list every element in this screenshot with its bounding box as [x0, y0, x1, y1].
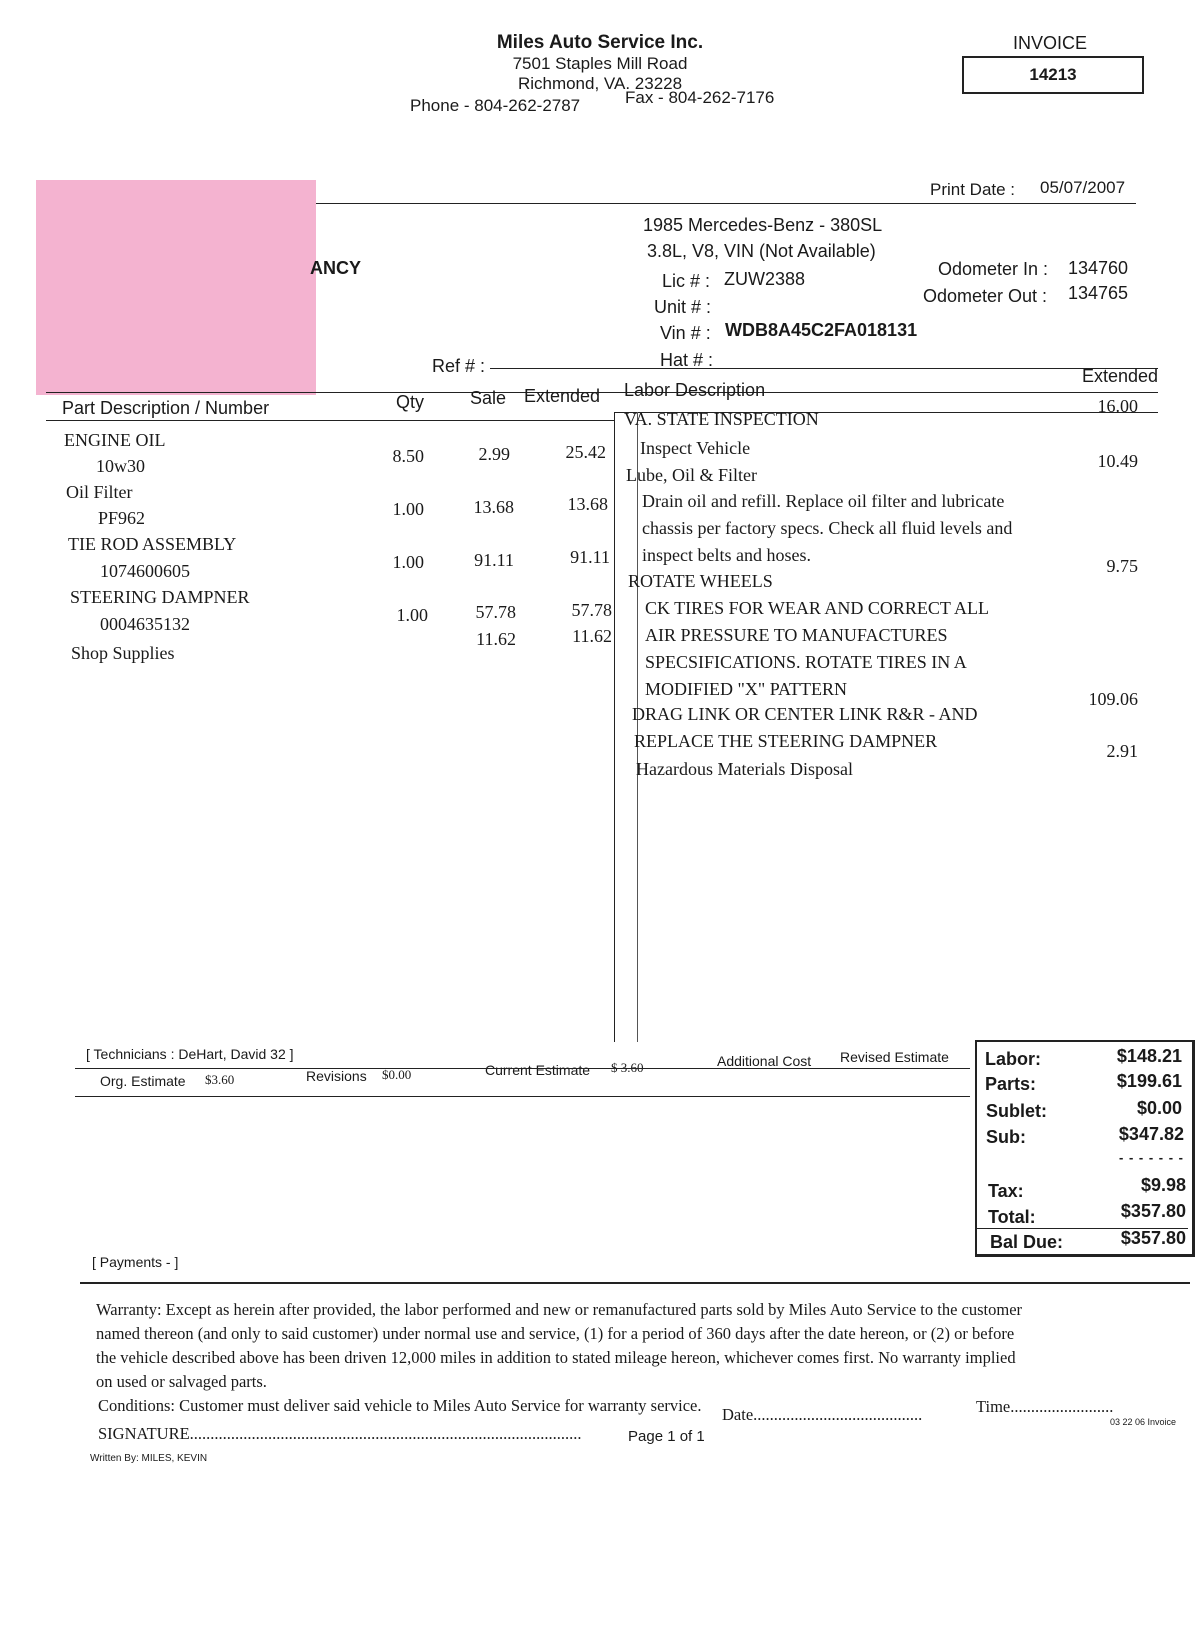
estimate-rule-bottom: [75, 1096, 970, 1097]
payments: [ Payments - ]: [92, 1254, 179, 1270]
address-line-1: 7501 Staples Mill Road: [512, 54, 688, 73]
sub-total-label: Sub:: [986, 1127, 1026, 1147]
header-rule-top: [490, 368, 1158, 369]
labor-item-desc: CK TIRES FOR WEAR AND CORRECT ALL: [645, 598, 990, 618]
labor-item-amount: 10.49: [1097, 451, 1138, 471]
odometer-in-value: 134760: [1068, 258, 1129, 278]
form-code: 03 22 06 Invoice: [1110, 1417, 1177, 1427]
part-sale: 91.11: [474, 550, 514, 570]
sub-total-value: $347.82: [1118, 1124, 1184, 1144]
parts-col-sale: Sale: [470, 388, 507, 408]
vin-value: WDB8A45C2FA018131: [725, 320, 918, 340]
labor-total-value: $148.21: [1116, 1046, 1182, 1066]
part-qty: 1.00: [392, 552, 424, 572]
labor-col-extended: Extended: [1082, 366, 1159, 386]
part-extended: 91.11: [570, 547, 610, 567]
time-line[interactable]: Time.........................: [976, 1397, 1114, 1416]
address-line-2: Richmond, VA. 23228: [517, 74, 683, 93]
header-rule-mid: [46, 392, 1158, 393]
grand-total-label: Total:: [988, 1207, 1036, 1227]
labor-item-amount: 109.06: [1088, 689, 1138, 709]
labor-item-title: ROTATE WHEELS: [628, 571, 773, 591]
parts-header-underline: [46, 420, 614, 421]
odometer-out-label: Odometer Out :: [923, 286, 1048, 306]
additional-cost-label: Additional Cost: [717, 1053, 812, 1069]
labor-item-desc: chassis per factory specs. Check all fluid levels and: [642, 518, 1013, 538]
part-extended: 57.78: [571, 600, 612, 620]
technicians: [ Technicians : DeHart, David 32 ]: [86, 1046, 294, 1062]
grand-total-value: $357.80: [1120, 1201, 1186, 1221]
labor-item-desc: inspect belts and hoses.: [642, 545, 811, 565]
signature-line[interactable]: SIGNATURE...............................................................................................: [98, 1424, 582, 1443]
warranty-line: Warranty: Except as herein after provided, the labor performed and new or remanufactured parts sold by Miles Auto Service to the customer: [96, 1300, 1023, 1319]
part-sale: 57.78: [475, 602, 516, 622]
revisions-label: Revisions: [306, 1068, 367, 1084]
parts-total-label: Parts:: [985, 1074, 1037, 1094]
org-estimate-label: Org. Estimate: [100, 1073, 186, 1089]
warranty-line: named thereon (and only to said customer) under normal use and service, (1) for a period of 360 days after the date hereon, or (2) or before: [96, 1324, 1015, 1343]
odometer-out-value: 134765: [1068, 283, 1129, 303]
revisions-value: $0.00: [382, 1067, 412, 1082]
part-number: 10w30: [96, 456, 145, 476]
tax-label: Tax:: [988, 1181, 1024, 1201]
ref-label: Ref # :: [432, 356, 486, 376]
sublet-total-label: Sublet:: [986, 1101, 1047, 1121]
part-extended: 13.68: [567, 494, 608, 514]
payments-rule: [80, 1282, 1190, 1284]
sublet-total-value: $0.00: [1136, 1098, 1182, 1118]
balance-due-value: $357.80: [1120, 1228, 1186, 1248]
print-date-label: Print Date :: [930, 180, 1016, 199]
org-estimate-value: $3.60: [205, 1072, 235, 1087]
labor-item-desc: AIR PRESSURE TO MANUFACTURES: [645, 625, 948, 645]
lic-label: Lic # :: [662, 271, 711, 291]
warranty-line: the vehicle described above has been driven 12,000 miles in addition to stated mileage hereon, whichever comes first. No warranty implied: [96, 1348, 1016, 1367]
current-estimate-label: Current Estimate: [485, 1062, 591, 1078]
phone: Phone - 804-262-2787: [410, 96, 581, 115]
labor-item-title: DRAG LINK OR CENTER LINK R&R - AND: [632, 704, 978, 724]
current-estimate-value: $ 3.60: [611, 1060, 644, 1075]
part-sale: 13.68: [473, 497, 514, 517]
labor-item-amount: 2.91: [1106, 741, 1138, 761]
customer-name-fragment: ANCY: [310, 258, 362, 278]
parts-col-description: Part Description / Number: [62, 398, 270, 418]
company-name: Miles Auto Service Inc.: [496, 32, 704, 53]
written-by: Written By: MILES, KEVIN: [90, 1453, 208, 1464]
part-number: 0004635132: [100, 614, 190, 634]
part-sale: 2.99: [478, 444, 510, 464]
lic-value: ZUW2388: [724, 269, 806, 289]
labor-item-title: VA. STATE INSPECTION: [624, 409, 819, 429]
labor-item-desc: SPECSIFICATIONS. ROTATE TIRES IN A: [645, 652, 967, 672]
invoice-label: INVOICE: [1012, 33, 1087, 53]
odometer-in-label: Odometer In :: [938, 259, 1049, 279]
labor-col-description: Labor Description: [624, 380, 766, 400]
conditions: Conditions: Customer must deliver said vehicle to Miles Auto Service for warranty service.: [98, 1396, 702, 1415]
shop-supplies-sale: 11.62: [476, 629, 516, 649]
warranty-line: on used or salvaged parts.: [96, 1372, 267, 1391]
labor-item-title: Lube, Oil & Filter: [626, 465, 757, 485]
labor-item-desc: MODIFIED "X" PATTERN: [645, 679, 848, 699]
invoice-number-box: 14213: [962, 56, 1144, 94]
parts-col-extended: Extended: [524, 386, 601, 406]
print-date-value: 05/07/2007: [1040, 178, 1126, 197]
labor-item-title: Hazardous Materials Disposal: [636, 759, 853, 779]
parts-col-qty: Qty: [395, 392, 424, 412]
page-number: Page 1 of 1: [628, 1428, 705, 1445]
shop-supplies-label: Shop Supplies: [71, 643, 175, 663]
labor-item-amount: 9.75: [1106, 556, 1138, 576]
hat-label: Hat # :: [660, 350, 714, 370]
revised-estimate-label: Revised Estimate: [840, 1049, 949, 1065]
vehicle-engine: 3.8L, V8, VIN (Not Available): [647, 241, 876, 261]
part-qty: 8.50: [392, 446, 424, 466]
estimate-rule-top: [75, 1068, 970, 1069]
balance-due-label: Bal Due:: [990, 1232, 1064, 1252]
labor-item-desc: Inspect Vehicle: [640, 438, 751, 458]
shop-supplies-extended: 11.62: [572, 626, 612, 646]
part-name: TIE ROD ASSEMBLY: [68, 534, 237, 554]
tax-value: $9.98: [1140, 1175, 1186, 1195]
labor-item-desc: Drain oil and refill. Replace oil filter and lubricate: [642, 491, 1005, 511]
labor-item-title: REPLACE THE STEERING DAMPNER: [634, 731, 938, 751]
unit-label: Unit # :: [654, 297, 712, 317]
redacted-customer-block: [36, 180, 316, 395]
vin-label: Vin # :: [660, 323, 711, 343]
print-date-rule: [316, 203, 1136, 204]
column-divider: [614, 412, 615, 1042]
labor-total-label: Labor:: [985, 1049, 1041, 1069]
part-qty: 1.00: [396, 605, 428, 625]
parts-total-value: $199.61: [1116, 1071, 1182, 1091]
labor-item-amount: 16.00: [1097, 396, 1138, 416]
part-qty: 1.00: [392, 499, 424, 519]
part-number: 1074600605: [100, 561, 190, 581]
part-name: Oil Filter: [66, 482, 133, 502]
part-name: STEERING DAMPNER: [70, 587, 250, 607]
date-line[interactable]: Date.........................................: [722, 1405, 923, 1424]
part-extended: 25.42: [565, 442, 606, 462]
part-number: PF962: [98, 508, 146, 528]
totals-divider: - - - - - - -: [1119, 1150, 1184, 1165]
part-name: ENGINE OIL: [64, 430, 166, 450]
fax: Fax - 804-262-7176: [625, 88, 775, 107]
column-divider-inner: [637, 412, 638, 1042]
vehicle-model: 1985 Mercedes-Benz - 380SL: [643, 215, 883, 235]
